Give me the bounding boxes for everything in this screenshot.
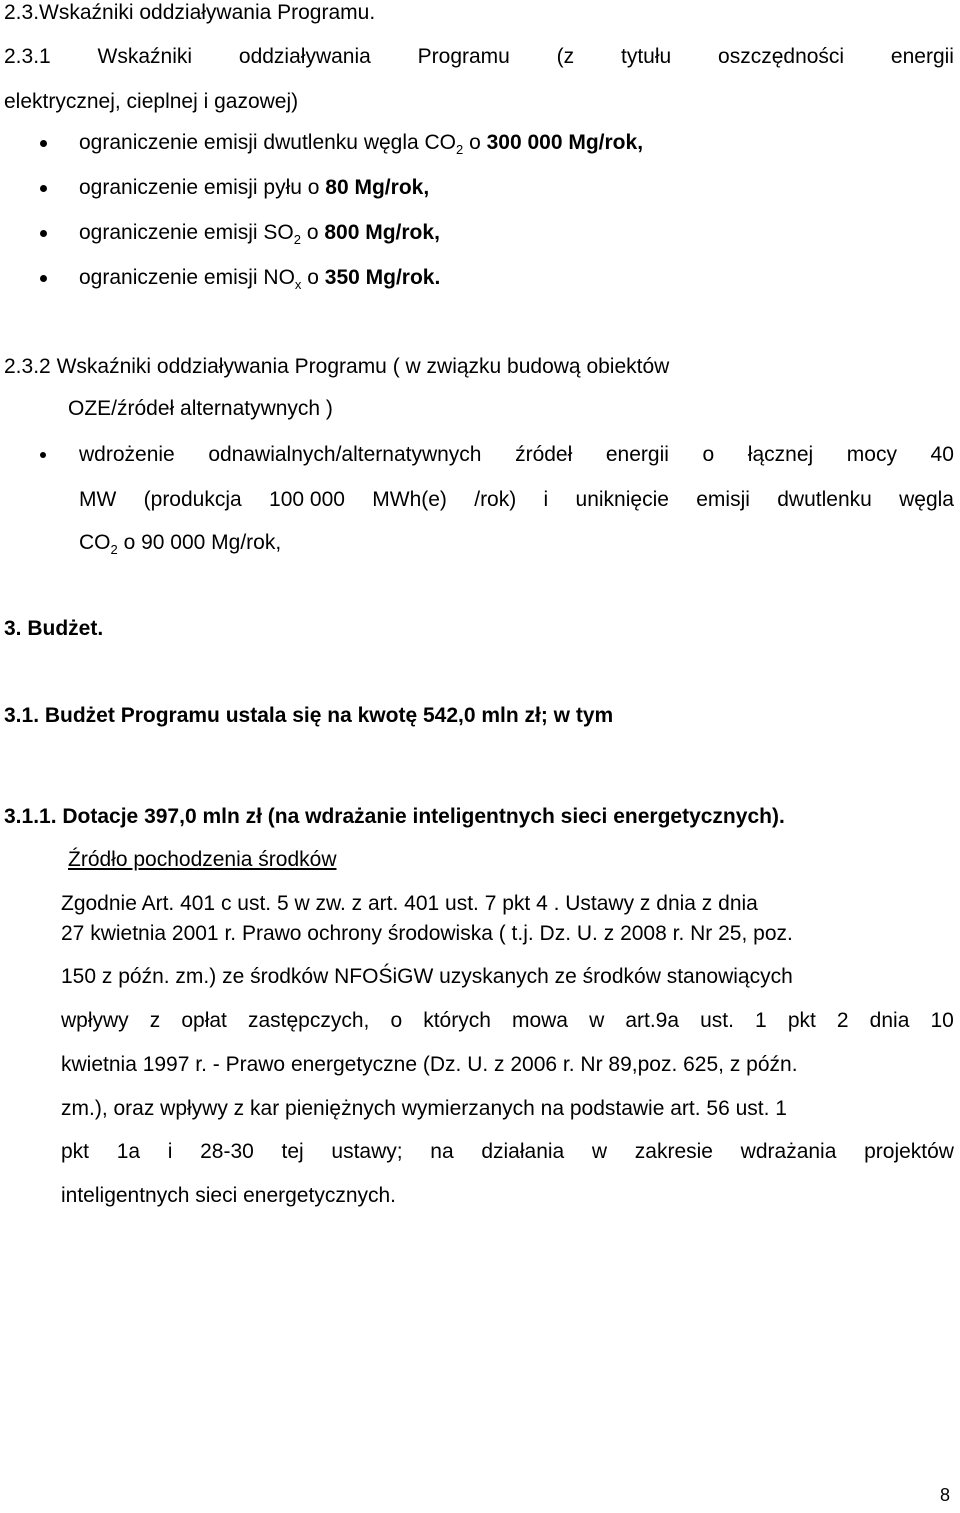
paragraph-word: opłat <box>181 1009 227 1032</box>
emission-bullet-item <box>79 131 644 157</box>
paragraph-word: o <box>390 1009 403 1032</box>
paragraph-word: projektów <box>864 1140 954 1163</box>
subsection-heading-2-3-1-cont: elektrycznej, cieplnej i gazowej) <box>4 90 299 113</box>
item-word: 100 000 <box>269 488 345 511</box>
paragraph-line: Zgodnie Art. 401 c ust. 5 w zw. z art. 401 ust. 7 pkt 4 . Ustawy z dnia z dnia <box>61 892 758 915</box>
item-word: odnawialnych/alternatywnych <box>208 443 482 466</box>
item-word: dwutlenku <box>777 488 872 511</box>
subsection-heading-2-3-2-cont: OZE/źródeł alternatywnych ) <box>68 397 333 420</box>
subsection-number: 2.3.2 <box>4 355 51 378</box>
heading-word: Wskaźniki <box>97 45 193 68</box>
oze-item-line-2 <box>79 489 954 510</box>
bullet-text: ograniczenie emisji SO <box>79 221 294 244</box>
subsection-number: 2.3.1 <box>4 45 51 68</box>
heading-word: Programu <box>417 45 510 68</box>
oze-item-line-3: $CO_2$ o 90 000 Mg/rok, <box>79 531 282 557</box>
paragraph-word: z <box>149 1009 161 1032</box>
bullet-value: 350 Mg/rok. <box>324 266 441 289</box>
heading-word: oszczędności <box>718 45 845 68</box>
paragraph-word: 1a <box>116 1140 141 1163</box>
paragraph-word: w <box>589 1009 605 1032</box>
bullet-text: ograniczenie emisji dwutlenku węgla CO <box>79 131 457 154</box>
page-number: 8 <box>940 1485 951 1505</box>
item-word: łącznej <box>747 443 814 466</box>
emission-bullet-item <box>79 221 440 247</box>
item-word: mocy <box>846 443 897 466</box>
paragraph-line: kwietnia 1997 r. - Prawo energetyczne (Dz. U. z 2006 r. Nr 89,poz. 625, z późn. <box>61 1053 798 1076</box>
bullet-text: ograniczenie emisji NO <box>79 266 295 289</box>
paragraph-word: tej <box>281 1140 304 1163</box>
bullet-value: 300 000 Mg/rok, <box>486 131 644 154</box>
paragraph-line: zm.), oraz wpływy z kar pieniężnych wymierzanych na podstawie art. 56 ust. 1 <box>61 1097 787 1120</box>
paragraph-word: wdrażania <box>740 1140 837 1163</box>
bullet-dot-icon <box>40 140 47 147</box>
paragraph-word: mowa <box>511 1009 568 1032</box>
item-word: i <box>543 488 549 511</box>
heading-word: tytułu <box>621 45 672 68</box>
bullet-text: o <box>301 221 325 244</box>
paragraph-word: 2 <box>836 1009 849 1032</box>
heading-word: oddziaływania <box>238 45 371 68</box>
subscript: x <box>294 277 302 292</box>
item-word: /rok) <box>474 488 517 511</box>
paragraph-word: art.9a <box>625 1009 680 1032</box>
subsection-title: Wskaźniki oddziaływania Programu ( w związku budową obiektów <box>56 355 670 378</box>
emission-bullet-item <box>79 177 429 198</box>
item-word: węgla <box>899 488 954 511</box>
paragraph-word: na <box>430 1140 454 1163</box>
bullet-dot-icon <box>40 275 47 282</box>
item-word: energii <box>605 443 669 466</box>
heading-word: energii <box>890 45 954 68</box>
item-word: o <box>702 443 715 466</box>
source-heading: Źródło pochodzenia środków <box>68 848 337 871</box>
paragraph-word: wpływy <box>61 1009 129 1032</box>
item-word: (produkcja <box>143 488 242 511</box>
item-word: źródeł <box>515 443 573 466</box>
paragraph-word: dnia <box>869 1009 910 1032</box>
paragraph-word: w <box>591 1140 608 1163</box>
item-word: MW <box>79 488 117 511</box>
subscript: 2 <box>456 142 464 157</box>
paragraph-word: i <box>167 1140 173 1163</box>
item-word: uniknięcie <box>575 488 669 511</box>
item-word: wdrożenie <box>79 443 175 466</box>
bullet-dot-icon <box>40 185 47 192</box>
paragraph-line: inteligentnych sieci energetycznych. <box>61 1184 397 1207</box>
emission-bullet-item <box>79 266 441 292</box>
item-word: emisji <box>696 488 750 511</box>
heading-word: (z <box>556 45 575 68</box>
paragraph-word: 1 <box>755 1009 767 1032</box>
bullet-text: o <box>463 131 487 154</box>
paragraph-word: pkt <box>61 1140 90 1163</box>
paragraph-word: zakresie <box>634 1140 713 1163</box>
section-heading-3: 3. Budżet. <box>4 617 104 640</box>
subscript: 2 <box>293 232 301 247</box>
paragraph-word: 28-30 <box>200 1140 254 1163</box>
paragraph-word: 10 <box>930 1009 954 1032</box>
paragraph-word: pkt <box>787 1009 816 1032</box>
paragraph-line: 27 kwietnia 2001 r. Prawo ochrony środowiska ( t.j. Dz. U. z 2008 r. Nr 25, poz. <box>61 922 793 945</box>
paragraph-word: których <box>423 1009 491 1032</box>
subsection-heading-3-1: 3.1. Budżet Programu ustala się na kwotę 542,0 mln zł; w tym <box>4 704 614 727</box>
subsection-heading-3-1-1: 3.1.1. Dotacje 397,0 mln zł (na wdrażanie inteligentnych sieci energetycznych). <box>4 805 785 828</box>
section-heading-2-3: 2.3.Wskaźniki oddziaływania Programu. <box>4 1 376 24</box>
paragraph-word: działania <box>481 1140 565 1163</box>
bullet-text: o <box>301 266 325 289</box>
bullet-dot-icon <box>40 452 46 458</box>
subsection-heading-2-3-2 <box>4 356 669 377</box>
bullet-value: 800 Mg/rok, <box>324 221 440 244</box>
item-word: 40 <box>930 443 954 466</box>
bullet-text: ograniczenie emisji pyłu o <box>79 176 326 199</box>
paragraph-word: ustawy; <box>331 1140 403 1163</box>
oze-item-line-1 <box>79 444 954 465</box>
bullet-dot-icon <box>40 230 47 237</box>
subsection-heading-2-3-1 <box>4 46 954 67</box>
paragraph-line: 150 z późn. zm.) ze środków NFOŚiGW uzyskanych ze środków stanowiących <box>61 965 793 988</box>
paragraph-word: zastępczych, <box>247 1009 370 1032</box>
bullet-value: 80 Mg/rok, <box>325 176 430 199</box>
paragraph-line <box>61 1141 954 1162</box>
item-word: MWh(e) <box>372 488 447 511</box>
paragraph-word: ust. <box>700 1009 734 1032</box>
paragraph-line <box>61 1010 954 1031</box>
